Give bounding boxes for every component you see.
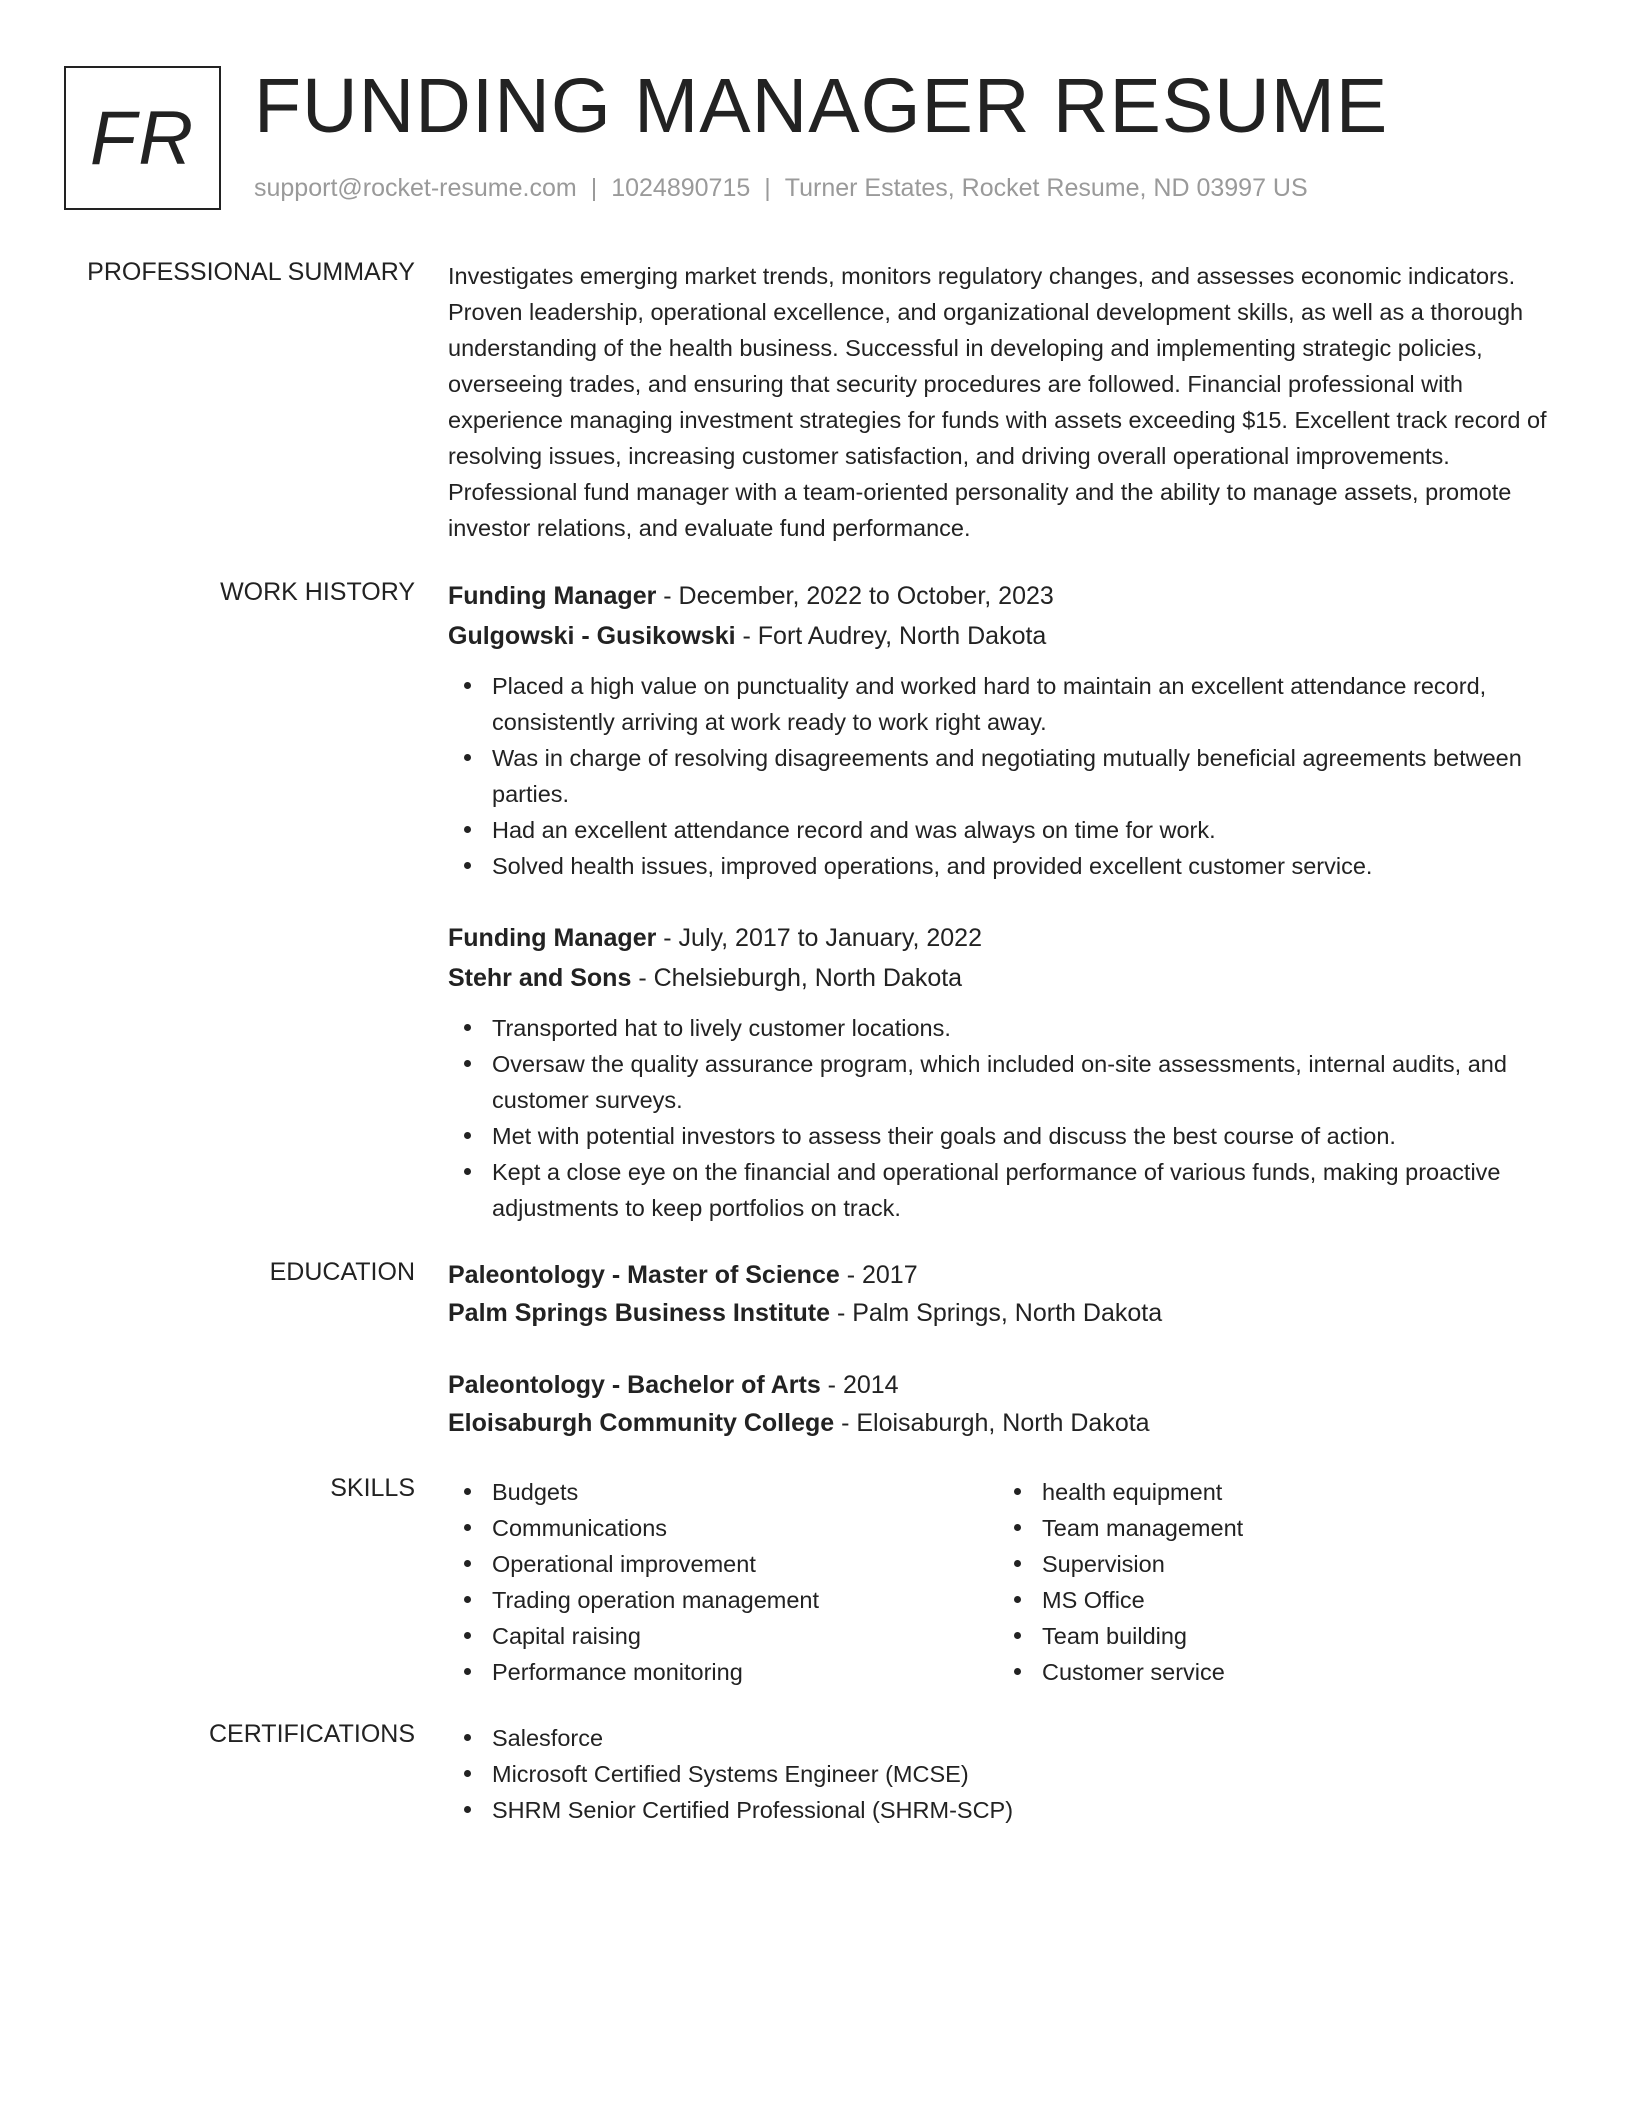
degree-year: - 2017 (839, 1261, 918, 1289)
job-company-line (448, 958, 1568, 998)
contact-email: support@rocket-resume.com (254, 174, 577, 202)
page-title: FUNDING MANAGER RESUME (254, 63, 1389, 149)
list-item: Had an excellent attendance record and was always on time for work. (448, 812, 1568, 848)
school: Eloisaburgh Community College (448, 1409, 835, 1437)
job-location: - Chelsieburgh, North Dakota (631, 964, 963, 992)
skills-list-left (448, 1474, 998, 1690)
summary-text: Investigates emerging market trends, monitors regulatory changes, and assesses economic indicators. Proven leadership, operational excellence, and organizational development skills, as well as a thorough understanding of the health business. Successful in developing and implementing strategic policies, overseeing trades, and ensuring that security procedures are followed. Financial professional with experience managing investment strategies for funds with assets exceeding $15. Excellent track record of resolving issues, increasing customer satisfaction, and driving overall operational improvements. Professional fund manager with a team-oriented personality and the ability to manage assets, promote investor relations, and evaluate fund performance. (448, 263, 1547, 541)
education-entry (448, 1256, 1568, 1332)
list-item: Met with potential investors to assess their goals and discuss the best course of action. (448, 1118, 1568, 1154)
list-item: Communications (448, 1510, 998, 1546)
list-item: Oversaw the quality assurance program, which included on-site assessments, internal audits, and customer surveys. (448, 1046, 1568, 1118)
job-title: Funding Manager (448, 582, 657, 610)
school-location: - Eloisaburgh, North Dakota (834, 1409, 1150, 1437)
job-company: Gulgowski - Gusikowski (448, 622, 736, 650)
school-line (448, 1294, 1568, 1332)
section-label-education: EDUCATION (269, 1258, 415, 1286)
list-item: Customer service (998, 1654, 1548, 1690)
skills-list-right (998, 1474, 1548, 1690)
work-history-body (448, 576, 1568, 1260)
list-item: Operational improvement (448, 1546, 998, 1582)
school: Palm Springs Business Institute (448, 1299, 831, 1327)
degree-year: - 2014 (820, 1371, 899, 1399)
list-item: Transported hat to lively customer locations. (448, 1010, 1568, 1046)
job-dates: - July, 2017 to January, 2022 (656, 924, 982, 952)
list-item: Performance monitoring (448, 1654, 998, 1690)
contact-line (254, 174, 1308, 203)
section-label-work: WORK HISTORY (220, 578, 415, 606)
list-item: Team building (998, 1618, 1548, 1654)
education-body (448, 1256, 1568, 1476)
certifications-list (448, 1720, 1568, 1828)
job-title: Funding Manager (448, 924, 657, 952)
list-item: Solved health issues, improved operations, and provided excellent customer service. (448, 848, 1568, 884)
certifications-body (448, 1720, 1568, 1828)
list-item: Budgets (448, 1474, 998, 1510)
list-item: Placed a high value on punctuality and worked hard to maintain an excellent attendance record, consistently arriving at work ready to work right away. (448, 668, 1568, 740)
list-item: Salesforce (448, 1720, 1568, 1756)
degree: Paleontology - Bachelor of Arts (448, 1371, 821, 1399)
contact-separator: | (590, 174, 598, 202)
list-item: Microsoft Certified Systems Engineer (MCSE) (448, 1756, 1568, 1792)
list-item: Trading operation management (448, 1582, 998, 1618)
school-location: - Palm Springs, North Dakota (830, 1299, 1163, 1327)
job-company: Stehr and Sons (448, 964, 632, 992)
degree: Paleontology - Master of Science (448, 1261, 840, 1289)
job-company-line (448, 616, 1568, 656)
resume-header (64, 63, 1568, 210)
job-location: - Fort Audrey, North Dakota (735, 622, 1047, 650)
job-bullets (448, 668, 1568, 884)
job-title-line (448, 918, 1568, 958)
job-title-line (448, 576, 1568, 616)
education-entry (448, 1366, 1568, 1442)
list-item: health equipment (998, 1474, 1548, 1510)
contact-separator: | (764, 174, 771, 202)
section-label-summary: PROFESSIONAL SUMMARY (87, 258, 415, 286)
list-item: Was in charge of resolving disagreements and negotiating mutually beneficial agreements between parties. (448, 740, 1568, 812)
list-item: Capital raising (448, 1618, 998, 1654)
degree-line (448, 1366, 1568, 1404)
contact-address: Turner Estates, Rocket Resume, ND 03997 US (784, 174, 1308, 202)
section-label-certifications: CERTIFICATIONS (208, 1720, 415, 1748)
job-bullets (448, 1010, 1568, 1226)
list-item: SHRM Senior Certified Professional (SHRM-SCP) (448, 1792, 1568, 1828)
list-item: Kept a close eye on the financial and operational performance of various funds, making proactive adjustments to keep portfolios on track. (448, 1154, 1568, 1226)
list-item: MS Office (998, 1582, 1548, 1618)
job-entry (448, 576, 1568, 884)
job-entry (448, 918, 1568, 1226)
job-dates: - December, 2022 to October, 2023 (656, 582, 1054, 610)
contact-phone: 1024890715 (611, 174, 751, 202)
monogram-logo: FR (64, 66, 221, 210)
skills-grid (448, 1474, 1568, 1690)
list-item: Team management (998, 1510, 1548, 1546)
school-line (448, 1404, 1568, 1442)
list-item: Supervision (998, 1546, 1548, 1582)
degree-line (448, 1256, 1568, 1294)
skills-body (448, 1474, 1568, 1690)
section-label-skills: SKILLS (330, 1474, 415, 1502)
